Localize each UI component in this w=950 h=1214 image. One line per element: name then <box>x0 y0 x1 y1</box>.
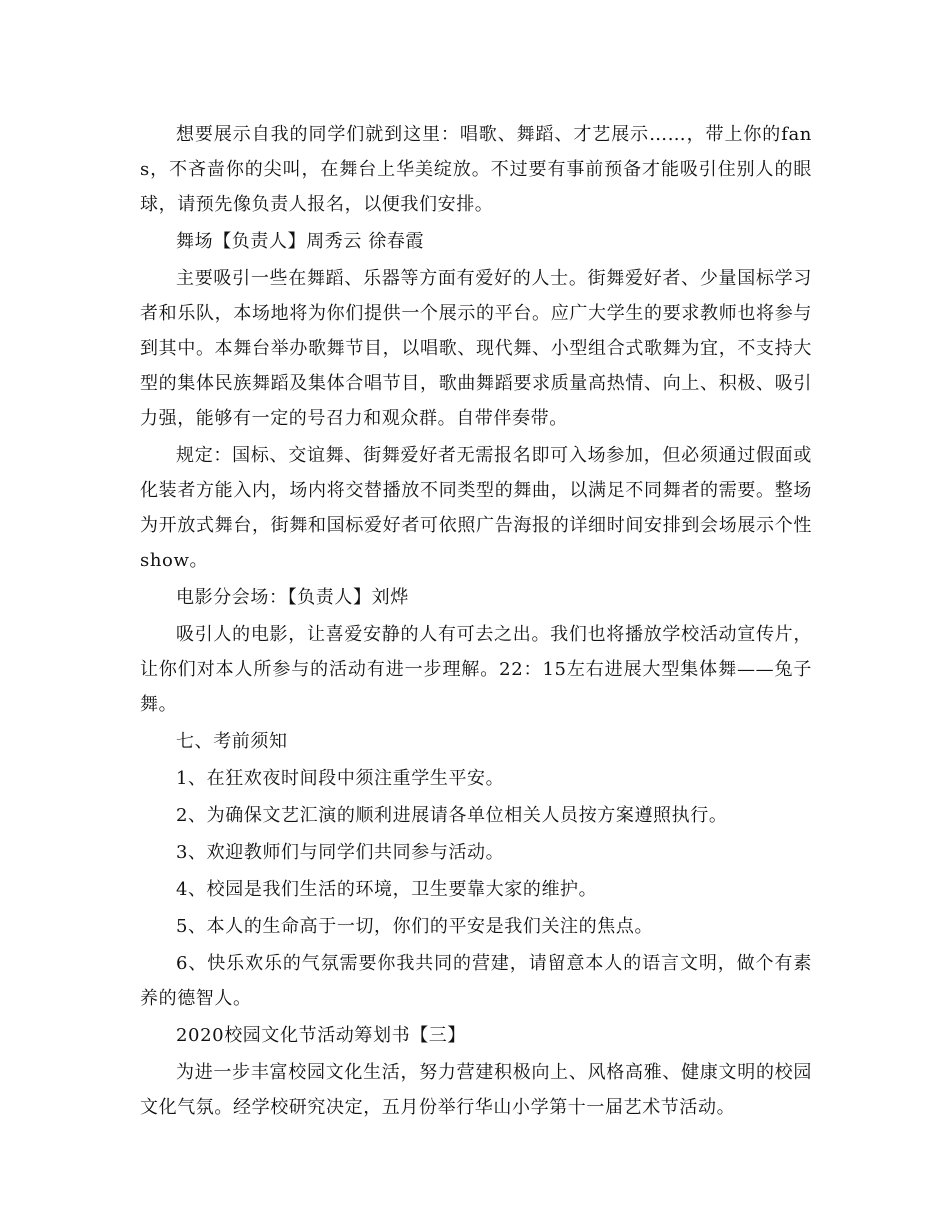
paragraph-dance-rules: 规定：国标、交谊舞、街舞爱好者无需报名即可入场参加，但必须通过假面或化装者方能入内，场内将交替播放不同类型的舞曲，以满足不同舞者的需要。整场为开放式舞台，街舞和国标爱好者可依照广告海报的详细时间安排到会场展示个性show。 <box>140 445 812 571</box>
paragraph-dance-description: 主要吸引一些在舞蹈、乐器等方面有爱好的人士。街舞爱好者、少量国标学习者和乐队，本场地将为你们提供一个展示的平台。应广大学生的要求教师也将参与到其中。本舞台举办歌舞节目，以唱歌、现代舞、小型组合式歌舞为宜，不支持大型的集体民族舞蹈及集体合唱节目，歌曲舞蹈要求质量高热情、向上、积极、吸引力强，能够有一定的号召力和观众群。自带伴奏带。 <box>140 268 812 429</box>
paragraph-intro: 想要展示自我的同学们就到这里：唱歌、舞蹈、才艺展示……，带上你的fans，不吝啬你的尖叫，在舞台上华美绽放。不过要有事前预备才能吸引住别人的眼球，请预先像负责人报名，以便我们安排。 <box>140 124 812 215</box>
list-item: 2、为确保文艺汇演的顺利进展请各单位相关人员按方案遵照执行。 <box>176 805 728 826</box>
heading-movie-venue: 电影分会场：【负责人】刘烨 <box>176 587 409 608</box>
list-item: 1、在狂欢夜时间段中须注重学生平安。 <box>176 768 505 789</box>
list-item: 4、校园是我们生活的环境，卫生要靠大家的维护。 <box>176 879 598 900</box>
paragraph-plan-intro: 为进一步丰富校园文化生活，努力营建积极向上、风格高雅、健康文明的校园文化气氛。经学校研究决定，五月份举行华山小学第十一届艺术节活动。 <box>140 1062 812 1118</box>
heading-dance-venue: 舞场【负责人】周秀云 徐春霞 <box>176 231 425 252</box>
list-item: 3、欢迎教师们与同学们共同参与活动。 <box>176 842 505 863</box>
list-item: 6、快乐欢乐的气氛需要你我共同的营建，请留意本人的语言文明，做个有素养的德智人。 <box>140 953 812 1009</box>
list-item: 5、本人的生命高于一切，你们的平安是我们关注的焦点。 <box>176 916 654 937</box>
document-body <box>140 117 812 1125</box>
paragraph-movie-description: 吸引人的电影，让喜爱安静的人有可去之出。我们也将播放学校活动宣传片，让你们对本人所参与的活动有进一步理解。22：15左右进展大型集体舞——兔子舞。 <box>140 624 812 715</box>
heading-notes: 七、考前须知 <box>176 731 288 752</box>
heading-plan-three: 2020校园文化节活动筹划书【三】 <box>176 1025 467 1046</box>
